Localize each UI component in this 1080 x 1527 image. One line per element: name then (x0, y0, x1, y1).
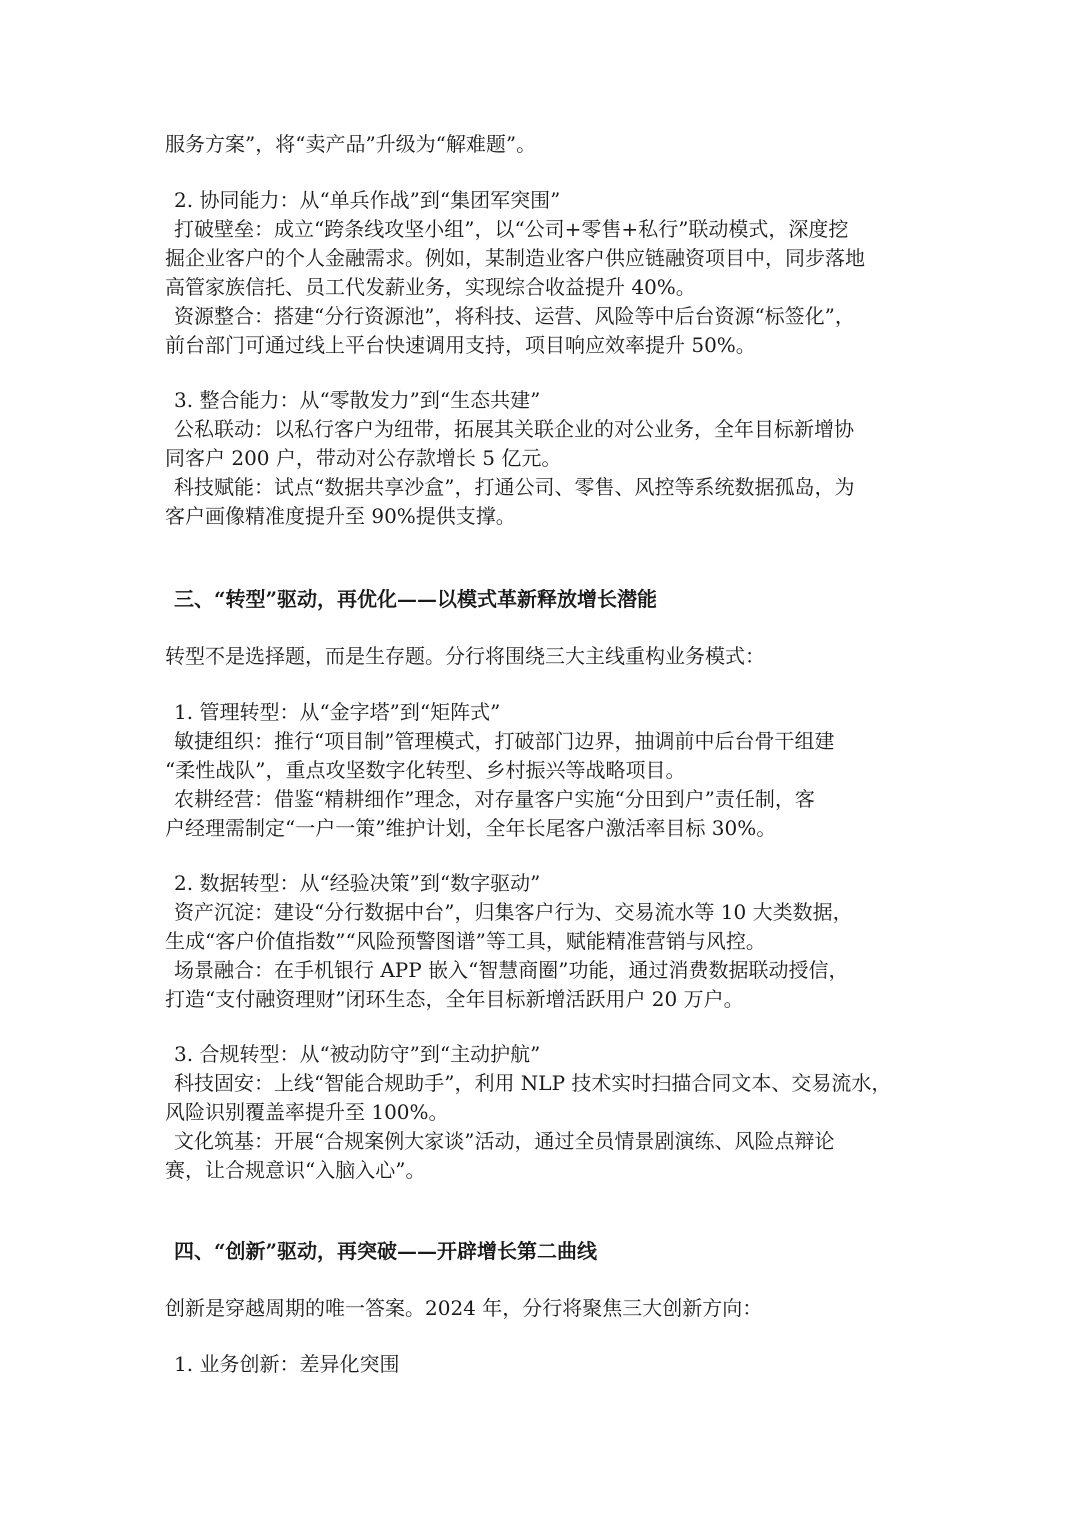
subsection-title: 3. 合规转型：从“被动防守”到“主动护航” (174, 1042, 541, 1066)
paragraph-line: 打造“支付融资理财”闭环生态，全年目标新增活跃用户 20 万户。 (165, 987, 744, 1011)
paragraph-line: 掘企业客户的个人金融需求。例如，某制造业客户供应链融资项目中，同步落地 (165, 246, 865, 270)
paragraph-line: 转型不是选择题，而是生存题。分行将围绕三大主线重构业务模式： (165, 644, 765, 668)
paragraph-line: 赛，让合规意识“入脑入心”。 (165, 1158, 426, 1182)
paragraph-line: 资源整合：搭建“分行资源池”，将科技、运营、风险等中后台资源“标签化”， (174, 304, 855, 328)
paragraph-line: 科技赋能：试点“数据共享沙盒”，打通公司、零售、风控等系统数据孤岛，为 (174, 475, 855, 499)
paragraph-line: 文化筑基：开展“合规案例大家谈”活动，通过全员情景剧演练、风险点辩论 (174, 1129, 835, 1153)
subsection-title: 1. 业务创新：差异化突围 (174, 1352, 400, 1376)
paragraph-line: 同客户 200 户，带动对公存款增长 5 亿元。 (165, 446, 562, 470)
subsection-title: 2. 协同能力：从“单兵作战”到“集团军突围” (174, 188, 561, 212)
paragraph-line: 客户画像精准度提升至 90%提供支撑。 (165, 504, 516, 528)
paragraph-line: 风险识别覆盖率提升至 100%。 (165, 1100, 449, 1124)
subsection-title: 2. 数据转型：从“经验决策”到“数字驱动” (174, 871, 541, 895)
paragraph-line: “柔性战队”，重点攻坚数字化转型、乡村振兴等战略项目。 (165, 758, 686, 782)
paragraph-line: 场景融合：在手机银行 APP 嵌入“智慧商圈”功能，通过消费数据联动授信， (174, 958, 849, 982)
paragraph-line: 创新是穿越周期的唯一答案。2024 年，分行将聚焦三大创新方向： (165, 1296, 763, 1320)
paragraph-line: 生成“客户价值指数”“风险预警图谱”等工具，赋能精准营销与风控。 (165, 929, 766, 953)
paragraph-line: 前台部门可通过线上平台快速调用支持，项目响应效率提升 50%。 (165, 333, 756, 357)
paragraph-line: 户经理需制定“一户一策”维护计划，全年长尾客户激活率目标 30%。 (165, 816, 777, 840)
paragraph-line: 敏捷组织：推行“项目制”管理模式，打破部门边界，抽调前中后台骨干组建 (174, 729, 835, 753)
paragraph-line: 公私联动：以私行客户为纽带，拓展其关联企业的对公业务，全年目标新增协 (174, 417, 854, 441)
paragraph-line: 服务方案”，将“卖产品”升级为“解难题”。 (165, 132, 537, 156)
section-heading: 三、“转型”驱动，再优化——以模式革新释放增长潜能 (174, 587, 658, 611)
paragraph-line: 科技固安：上线“智能合规助手”，利用 NLP 技术实时扫描合同文本、交易流水， (174, 1071, 892, 1095)
paragraph-line: 农耕经营：借鉴“精耕细作”理念，对存量客户实施“分田到户”责任制，客 (174, 787, 815, 811)
subsection-title: 3. 整合能力：从“零散发力”到“生态共建” (174, 388, 541, 412)
paragraph-line: 打破壁垒：成立“跨条线攻坚小组”，以“公司+零售+私行”联动模式，深度挖 (174, 217, 849, 241)
paragraph-line: 资产沉淀：建设“分行数据中台”，归集客户行为、交易流水等 10 大类数据， (174, 900, 853, 924)
section-heading: 四、“创新”驱动，再突破——开辟增长第二曲线 (174, 1239, 598, 1263)
subsection-title: 1. 管理转型：从“金字塔”到“矩阵式” (174, 700, 501, 724)
paragraph-line: 高管家族信托、员工代发薪业务，实现综合收益提升 40%。 (165, 275, 696, 299)
